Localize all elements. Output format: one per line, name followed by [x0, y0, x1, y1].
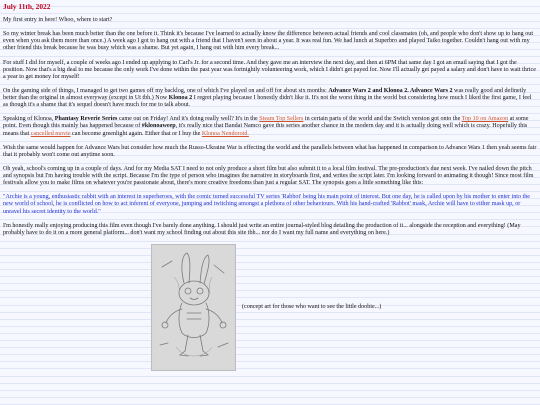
klonoa-text-3: in certain parts of the world and the Switch version got onto the: [303, 116, 462, 123]
klonoa-text-1: Speaking of Klonoa,: [3, 116, 55, 123]
entry-date: July 11th, 2022: [3, 2, 51, 11]
paragraph-school: Oh yeah, school's coming up in a couple of days. And for my Media SAT I need to not only produce a short film but also submit it to a local film festival. The pre-production's due next week. I've nailed down the pitch and synopsis but I'm having trouble with the script. Because I'm the type of person who imagines the narrative in storyboards first, and writes the script later. I'm looking forward to animating it though! Since most film festivals allow you to make films on whatever you're passionate about, there's more creative freedoms than just a regular SAT. The synopsis goes a little something like this:: [3, 165, 534, 187]
klonoa-text-4: at some point. Even though this mainly has happened because of: [3, 116, 529, 130]
klonoa-bold-hashtag: #klonoaweep: [141, 123, 176, 130]
paragraph-klonoa: [3, 116, 537, 137]
cancelled-movie-link[interactable]: cancelled movie: [30, 130, 71, 137]
klonoa-bold-series: Phantasy Reverie Series: [54, 116, 118, 123]
gaming-text-1: On the gaming side of things, I managed to get two games off my backlog, one of which I've played on and off for about six months:: [3, 87, 329, 94]
paragraph-film: I'm honestly really enjoying producing this film even though I've barely done anything. I should just write an entire journal-styled blog detailing the production of it... alongside the reception and everything! (May probably have to do it on a more general platform... don't want my school finding out about this site tbh... nor do I want my full name and everything on here.): [3, 222, 521, 236]
gaming-text-2: was really good and definetly better than the original in almost everyway (except in Ut tbh.) Now: [3, 87, 527, 102]
paragraph-gaming: [3, 88, 537, 109]
gaming-bold-klonoa2: Klonoa 2: [168, 95, 193, 102]
steam-top-sellers-link[interactable]: Steam Top Sellers: [259, 116, 304, 123]
klonoa-text-6: can become greenlight again. Either that or I buy the: [70, 130, 202, 137]
paragraph-winter-break: So my winter break has been much better than the one before it. Think it's because I've learned to actually know the difference between actual friends and cool classmates (oh, and people who don't show up to hang out even when you ask them more than once.) A week ago I got to hang out with a friend that I haven't seen in about a year. It was real fun. We had lunch at Superbro and played Taiko together. Couldn't hang out with my other friend this break because he was busy which was a shame. But yet again, I hang out with him every break...: [3, 31, 534, 52]
gaming-bold-games: Advance Wars 2 and Klonoa 2. Advance Wars 2: [328, 87, 453, 94]
concept-art-image: [151, 244, 236, 371]
synopsis-quote: "Archie is a young, enthusiastic rabbit with an interest in superheroes, with the comic turned successful TV series 'Rabbot' being his main point of interest. But one day, he is called upon by his mother to enter into the new world of school, he is conflicted on how to act inferent of everyone, jumping and twitching amongst a plethora of other behaviours. With his hand-crafted 'Rabbot' mask, Archie will have to either mask up, or unravel his secret identity to the world.": [3, 194, 530, 215]
klonoa-text-2: came out on Friday! And it's doing really well? It's in the: [117, 116, 260, 123]
concept-art-figure: [3, 244, 537, 371]
gaming-text-3: I regret playing because I honestly didn't like it. It's not the worst thing in the world but considering how much I liked the first game, I feel as though it's a shame that it's sequel doesn't have much for me to talk about.: [3, 95, 532, 109]
paragraph-job: For stuff I did for myself, a couple of weeks ago I ended up applying to Carl's Jr. for a second time. And they gave me an interview the next day, and then at 6PM that same day I got an email saying that I got the position. Now that's a big deal to me because the only work I've done within the past year was fortnightly volunteering work, which I didn't get payed for. Now I'll actually get payed a salary and don't have to wait thrice a year to get money for myself!: [3, 59, 536, 80]
paragraph-advance-wars: Wish the same would happen for Advance Wars but consider how much the Russo-Ukraine War is effecting the world and the parallels between what has happened in comparison to Advance Wars 1 then yeah seems fair that it probably won't come out anytime soon.: [3, 144, 537, 158]
concept-art-caption: (concept art for those who want to see the little doobie...): [242, 303, 382, 310]
klonoa-nendoroid-link[interactable]: Klonoa Nendoroid.: [201, 130, 249, 137]
rabbit-sketch-icon: [154, 247, 233, 368]
paragraph-intro: My first entry in here! Whoo, where to start?: [3, 17, 113, 23]
amazon-top10-link[interactable]: Top 10 on Amazon: [461, 116, 509, 123]
klonoa-text-5: , it's really nice that Bandai Namco gave this series another chance in the modern day and it is actually doing well which is crazy. Hopefully this means that: [3, 123, 528, 137]
